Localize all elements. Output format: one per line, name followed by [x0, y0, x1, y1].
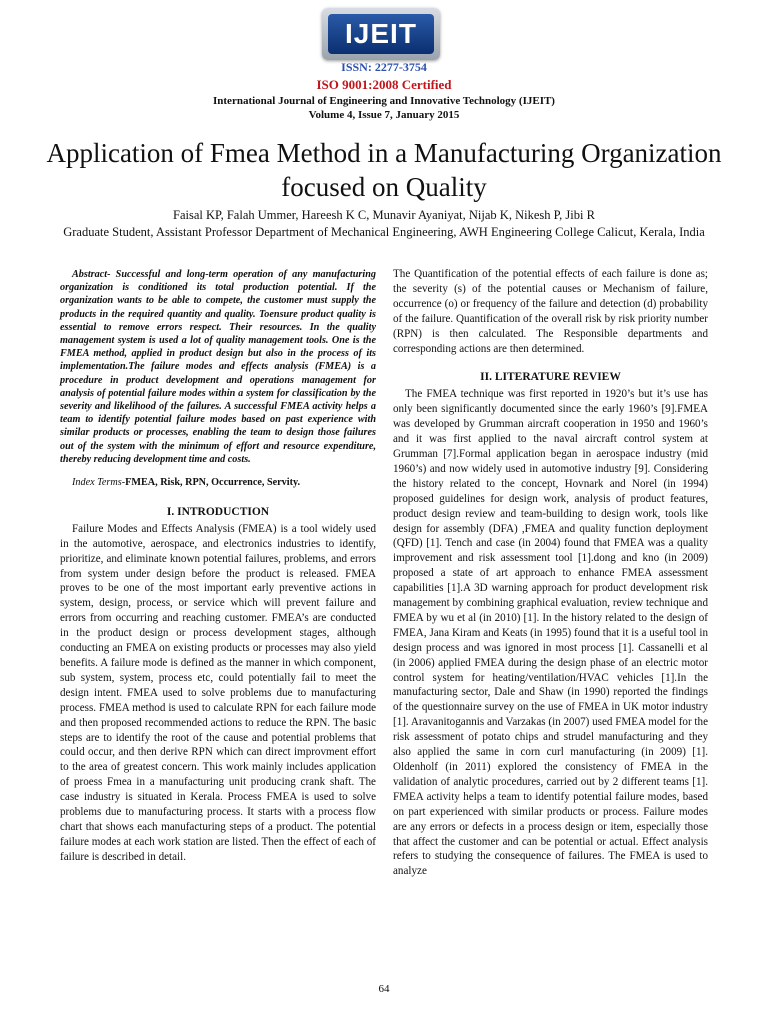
quantification-paragraph: The Quantification of the potential effects of each failure is done as; the severity (s) of the potential causes or Mechanism of failure, occurrence (o) or frequency of the failure and detection (d) probability of the failure. Quantification of the overall risk by risk priority number (RPN) is then calculated. The Responsible departments and corresponding actions are then determined. — [393, 268, 708, 355]
affiliation: Graduate Student, Assistant Professor Department of Mechanical Engineering, AWH Engineering College Calicut, Kerala, India — [63, 225, 705, 239]
index-terms-label: Index Terms- — [72, 477, 126, 489]
journal-name: International Journal of Engineering and Innovative Technology (IJEIT) — [213, 95, 555, 107]
index-terms — [60, 476, 376, 491]
introduction-heading: I. INTRODUCTION — [166, 505, 270, 518]
issn: ISSN: 2277-3754 — [341, 60, 427, 74]
literature-review-text: The FMEA technique was first reported in 1920’s but it’s use has only been significantly documented since the early 1960’s [9].FMEA was developed by Grumman aircraft cooperation in 1950 and 1960’s and it was first applied to the naval aircraft control system at Grumman [7].Formal application began in aerospace industry (mid 1960’s) and now widely used in automotive industry [9]. Considering the history related to the concept, Hovnark and Norel (in 1994) proposed guidelines for design work, analysis of product features, product design review and team-building to design work, tools like design for assembly (DFA) ,FMEA and quality function deployment (QFD) [1]. Tench and case (in 2004) found that FMEA was a quality improvement and risk assessment tool [1].dong and kno (in 2009) proposed a state of art approach to enhance FMEA assessment capabilities [1].A 3D warning approach for product development risk management by combining graphical evaluation, review technique and FMEA by wu et al (in 2010) [1]. In the history related to the design of FMEA, Jana Kiram and Keats (in 1995) found that it is a useful tool in design process and was ignored in most process [1]. Cassanelli et al (in 2006) applied FMEA during the design phase of an electric motor control system for heating/ventilation/HVAC vehicles [1].In the manufacturing sector, Dale and Shaw (in 1990) reported the findings of the questionnaire survey on the use of FMEA in UK motor industry [1]. Aravanitogannis and Varzakas (in 2007) used FMEA model for the risk assessment of potato chips and strudel manufacturing and they also applied the same in corn curl manufacturing (in 2009) [1]. Oldenholf (in 2011) explored the consistency of FMEA in the validation of analytic procedures, carried out by 2 different teams [1]. FMEA activity helps a team to identify potential failure modes, based on part experienced with similar products or process. Failure modes are any errors or defects in a process design or item, especially those that affect the customer and can be potential or actual. Effect analysis refers to studying the consequence of failures. The FMEA is used to analyze — [393, 388, 708, 878]
index-terms-list: FMEA, Risk, RPN, Occurrence, Servity. — [125, 477, 301, 489]
iso-certification: ISO 9001:2008 Certified — [316, 77, 452, 92]
left-column — [60, 268, 376, 865]
paper-title: Application of Fmea Method in a Manufacturing Organization focused on Quality — [46, 138, 722, 202]
page-number: 64 — [378, 983, 390, 995]
author-block — [40, 207, 728, 241]
ijeit-logo — [322, 8, 440, 60]
authors: Faisal KP, Falah Ummer, Hareesh K C, Munavir Ayaniyat, Nijab K, Nikesh P, Jibi R — [173, 208, 595, 222]
introduction-text: Failure Modes and Effects Analysis (FMEA) is a tool widely used in the automotive, aerospace, and electronics industries to identify, prioritize, and eliminate known potential failures, problems, and errors from system under design before the product is released. FMEA proves to be one of the most important early preventive actions in system, design, process, or service which will prevent failure and errors from occurring and reaching customer. FMEA’s are conducted in the product design or process development stages, although conducting an FMEA on existing products or processes may also yield benefits. A failure mode is defined as the manner in which component, sub system, system, process etc, could potentially fail to meet the design intent. FMEA used to solve problems due to manufacturing process. FMEA method is used to calculate RPN for each failure mode and then proposed recommended actions to reduce the RPN. The basic steps are to identify the root of the cause and potential problems that could occur, and then derive RPN which can direct improvment effort to the area of greatest concern. This work mainly includes application of proess Fmea in a manufacturing unit producing crank shaft. The case industry is situated in Kerala. Process FMEA is used to solve problems due to manufacturing process. It starts with a process flow chart that shows each manufacturing steps of a product. The potential failure modes at each work station are listed. Then the effect of each of failure is described in detail. — [60, 522, 376, 863]
volume-issue: Volume 4, Issue 7, January 2015 — [308, 109, 460, 121]
logo-text: IJEIT — [328, 14, 434, 54]
abstract: Abstract- Successful and long-term operation of any manufacturing organization is conditioned its total production potential. If the organization wants to be able to compete, the customer must supply the products in the required quantity and quality. Toensure product quality is essential to remove errors respect. Their resources. In the quality management system is used a lot of quality management tools. One is the FMEA method, applied in product design but also in the process of its implementation.The failure modes and effects analysis (FMEA) is a procedure in product development and operations management for analysis of potential failure modes within a system for classification by the severity and likelihood of the failures. A successful FMEA activity helps a team to identify potential failure modes based on past experience with similar products or processes, enabling the team to design those failures out of the system with the minimum of effort and resource expenditure, thereby reducing development time and costs. — [60, 269, 376, 465]
literature-review-heading: II. LITERATURE REVIEW — [480, 371, 621, 384]
right-column — [393, 267, 708, 879]
